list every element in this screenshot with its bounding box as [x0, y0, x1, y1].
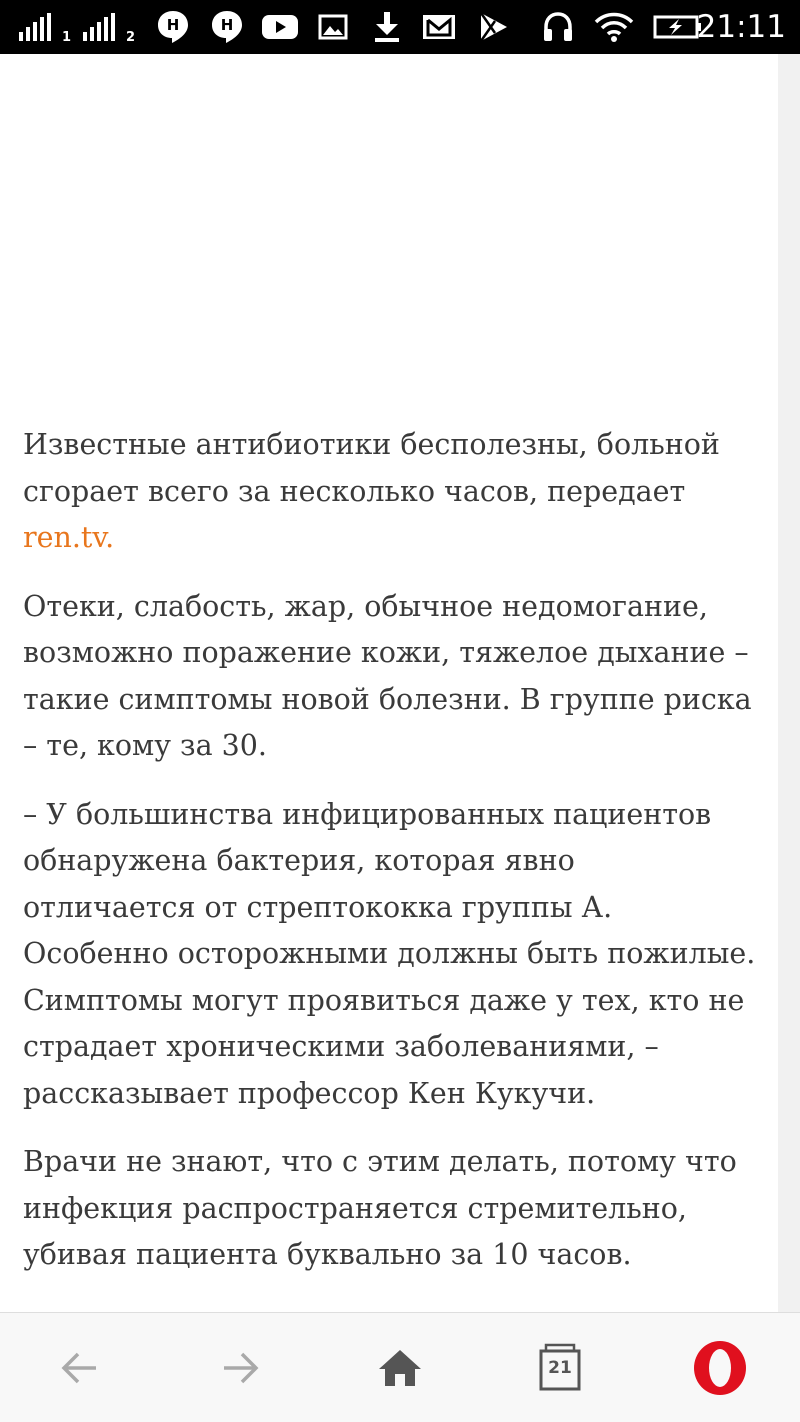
home-icon [377, 1348, 423, 1388]
article-paragraph [23, 422, 756, 562]
source-link[interactable]: ren.tv. [23, 521, 115, 554]
sim1-label: 1 [62, 30, 72, 45]
tabs-count: 21 [548, 1358, 572, 1378]
signal-sim1-icon [16, 0, 56, 54]
ad-placeholder [0, 54, 778, 422]
youtube-icon [260, 0, 300, 54]
home-button[interactable] [340, 1313, 460, 1422]
signal-sim2-icon [80, 0, 120, 54]
tabs-icon [538, 1343, 582, 1393]
web-page-content [0, 54, 778, 1312]
opera-menu-icon [691, 1339, 749, 1397]
article-body [0, 422, 778, 1279]
svg-text:H: H [220, 16, 234, 34]
browser-bottom-bar [0, 1312, 800, 1422]
forward-arrow-icon [220, 1350, 260, 1386]
headphones-icon [538, 0, 578, 54]
page-side-edge [778, 54, 800, 1312]
gallery-icon [316, 0, 350, 54]
hangouts-icon [208, 0, 246, 54]
status-bar [0, 0, 800, 54]
status-clock: 21:11 [696, 9, 786, 45]
article-paragraph: – У большинства инфицированных пациентов обнаружена бактерия, которая явно отличается от стрептококка группы А. Особенно осторожными должны быть пожилые. Симптомы могут проявиться даже у тех, кто не страдает хроническими заболеваниями, – рассказывает профессор Кен Кукучи. [23, 797, 756, 1110]
download-icon [370, 0, 404, 54]
opera-menu-button[interactable] [660, 1313, 780, 1422]
hangouts-icon [154, 0, 192, 54]
article-paragraph-text: Известные антибиотики бесполезны, больной сгорает всего за несколько часов, передает [23, 428, 720, 508]
wifi-icon [592, 0, 636, 54]
sim2-label: 2 [126, 30, 136, 45]
back-button[interactable] [20, 1313, 140, 1422]
play-store-icon [474, 0, 512, 54]
article-paragraph: Врачи не знают, что с этим делать, потому что инфекция распространяется стремительно, убивая пациента буквально за 10 часов. [23, 1145, 737, 1271]
article-paragraph: Отеки, слабость, жар, обычное недомогание, возможно поражение кожи, тяжелое дыхание – такие симптомы новой болезни. В группе риска – те, кому за 30. [23, 589, 752, 762]
svg-text:H: H [166, 16, 180, 34]
forward-button[interactable] [180, 1313, 300, 1422]
back-arrow-icon [60, 1350, 100, 1386]
gmail-icon [420, 0, 458, 54]
tabs-button[interactable] [500, 1313, 620, 1422]
